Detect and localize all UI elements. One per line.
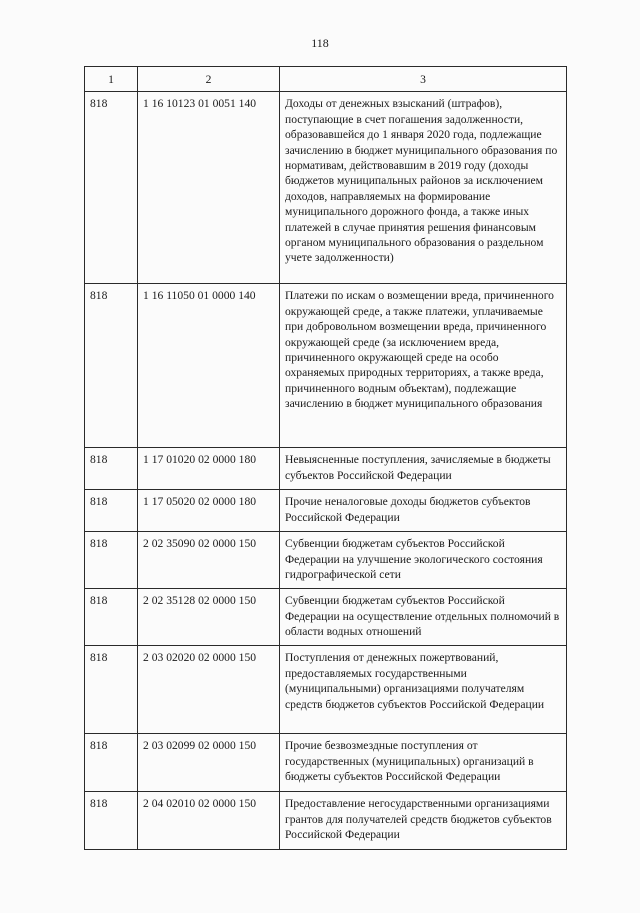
revenue-code-cell: 1 17 05020 02 0000 180 [138,490,280,532]
admin-code-cell: 818 [85,646,138,734]
revenue-name-cell: Прочие безвозмездные поступления от государственных (муниципальных) организаций в бюджеты субъектов Российской Федерации [280,734,567,792]
admin-code-cell: 818 [85,448,138,490]
table-row [85,734,567,792]
revenue-codes-table [84,66,567,850]
table-row [85,589,567,646]
revenue-name-cell: Доходы от денежных взысканий (штрафов), поступающие в счет погашения задолженности, образовавшейся до 1 января 2020 года, подлежащие зачислению в бюджет муниципального образования по нормативам, действовавшим в 2019 году (доходы бюджетов муниципальных районов за исключением доходов, направляемых на формирование муниципального дорожного фонда, а также иных платежей в случае принятия решения финансовым органом муниципального образования о раздельном учете задолженности) [280,92,567,284]
admin-code-cell: 818 [85,589,138,646]
admin-code-cell: 818 [85,490,138,532]
admin-code-cell: 818 [85,92,138,284]
admin-code-cell: 818 [85,734,138,792]
revenue-name-cell: Субвенции бюджетам субъектов Российской Федерации на осуществление отдельных полномочий в области водных отношений [280,589,567,646]
table-row [85,284,567,448]
revenue-name-cell: Поступления от денежных пожертвований, предоставляемых государственными (муниципальными) организациями получателям средств бюджетов субъектов Российской Федерации [280,646,567,734]
table-row [85,792,567,850]
table-row [85,532,567,589]
admin-code-cell: 818 [85,792,138,850]
revenue-name-cell: Предоставление негосударственными организациями грантов для получателей средств бюджетов субъектов Российской Федерации [280,792,567,850]
column-header-3: 3 [280,67,567,92]
revenue-code-cell: 2 02 35128 02 0000 150 [138,589,280,646]
revenue-name-cell: Невыясненные поступления, зачисляемые в бюджеты субъектов Российской Федерации [280,448,567,490]
revenue-code-cell: 2 03 02020 02 0000 150 [138,646,280,734]
table-row [85,490,567,532]
admin-code-cell: 818 [85,284,138,448]
revenue-code-cell: 1 17 01020 02 0000 180 [138,448,280,490]
page-number: 118 [311,36,329,50]
table-header-row [85,67,567,92]
column-header-1: 1 [85,67,138,92]
revenue-code-cell: 2 03 02099 02 0000 150 [138,734,280,792]
revenue-name-cell: Субвенции бюджетам субъектов Российской Федерации на улучшение экологического состояния гидрографической сети [280,532,567,589]
table-row [85,646,567,734]
revenue-code-cell: 1 16 10123 01 0051 140 [138,92,280,284]
admin-code-cell: 818 [85,532,138,589]
revenue-code-cell: 1 16 11050 01 0000 140 [138,284,280,448]
table-row [85,448,567,490]
column-header-2: 2 [138,67,280,92]
revenue-name-cell: Прочие неналоговые доходы бюджетов субъектов Российской Федерации [280,490,567,532]
table-row [85,92,567,284]
revenue-name-cell: Платежи по искам о возмещении вреда, причиненного окружающей среде, а также платежи, уплачиваемые при добровольном возмещении вреда, причиненного окружающей среде (за исключением вреда, причиненного окружающей среде на особо охраняемых природных территориях, а также вреда, причиненного водным объектам), подлежащие зачислению в бюджет муниципального образования [280,284,567,448]
revenue-code-cell: 2 04 02010 02 0000 150 [138,792,280,850]
revenue-code-cell: 2 02 35090 02 0000 150 [138,532,280,589]
